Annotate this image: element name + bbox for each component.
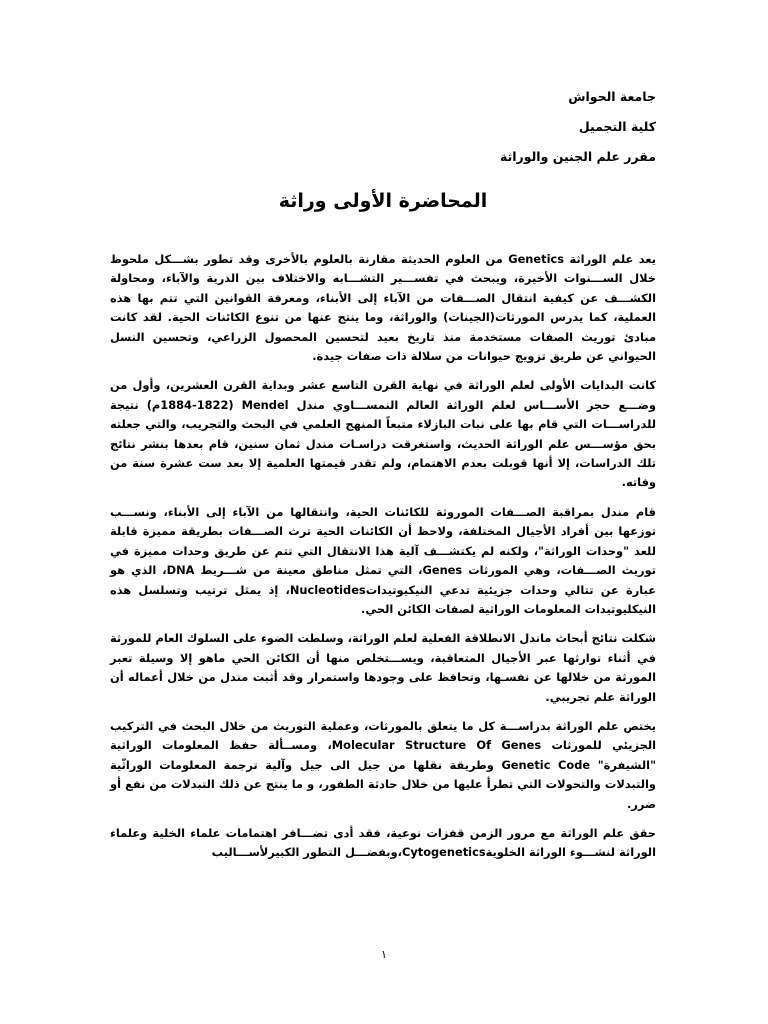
paragraph-intro: يعد علم الوراثة Genetics من العلوم الحديثة مقارنة بالعلوم بالأخرى وقد تطور بشـــكل ملحوظ خلال الســـنوات الأخيرة، ويبحث في تفســـير التشـــابه والاختلاف بين الذرية والآباء، ومحاولة الكشـــف عن كيفية انتقال الصـــفات من الآباء إلى الأبناء، ومعرفة القوانين التي تتم بها هذه العملية، كما يدرس المورثات(الجينات) والوراثة، وما ينتج عنها من تنوع الكائنات الحية. لقد كانت مبادئ توريث الصفات مستخدمة منذ تاريخ بعيد لتحسين المحصول الزراعي، وتحسين النسل الحيواني عن طريق تزويج حيوانات من سلالة ذات صفات جيدة. (110, 252, 657, 364)
paragraph-results: شكلت نتائج أبحاث ماندل الانطلاقة الفعلية لعلم الوراثة، وسلطت الضوء على السلوك العام للمورثة في أثناء توارثها عبر الأجيال المتعاقبة، ويســـتخلص منها أن الكائن الحي ماهو إلا وسيلة تعبر المورثة من خلالها عن نفسـها، وتحافظ على وجودها واستمرار وقد أثبت مندل من خلال أعماله أن الوراثة علم تجريبي. (110, 631, 656, 704)
college-name: كلية التجميل (578, 119, 656, 134)
paragraph-history: كانت البدايات الأولى لعلم الوراثة في نهاية القرن التاسع عشر وبداية القرن العشرين، وأول من وضـــع حجر الأســـاس لعلم الوراثة العالم النمســـاوي مندل Mendel (1884-1822م) نتيجة للدراســـات التي قام بها على نبات البازلاء متبعاً المنهج العلمي في البحث والتجريب، والتي جعلته بحق مؤســـس علم الوراثة الحديث، واستغرقت دراسـات مندل ثمان سنين، قام بعدها بنشر نتائج تلك الدراسات، إلا أنها قوبلت بعدم الاهتمام، ولم تقدر قيمتها العلمية إلا بعد ست عشرة سنة من وفاته. (110, 378, 656, 490)
course-name: مقرر علم الجنين والوراثة (500, 149, 656, 164)
paragraph-mendel: قام مندل بمراقبة الصـــفات الموروثة للكائنات الحية، وانتقالها من الآباء إلى الأبناء، ونســـب توزعها بين أفراد الأجيال المختلفة، ولاحظ أن الكائنات الحية ترث الصـــفات بطريقة مميزة قابلة للعد "وحدات الوراثة"، ولكنه لم يكتشـــف آلية هذا الانتقال التي تتم عن طريق وحدات مميزة في توريث الصـــفات، وهي المورثات Genes، التي تمثل مناطق معينة من شـــريط DNA، الذي هو عبارة عن تتالي وحدات جزيئية تدعي النيكيوتيداتNucleotides، إذ يمثل ترتيب وتسلسل هذه النيكليوتيدات المعلومات الوراثية لصفات الكائن الحي. (110, 504, 656, 616)
paragraph-scope: يختص علم الوراثة بدراســـة كل ما يتعلق بالمورثات، وعملية التوريث من خلال البحث في التركيب الجزيئي للمورثات Molecular Structure Of Genes، ومســألة حفظ المعلومات الوراثية "الشيفرة" Genetic Code وطريقة نقلها من جيل الى جيل وآلية ترجمة المعلومات الوراثّية والتبدلات والتحولات التي تطرأ عليها من خلال حادثة الطفور، و ما ينتج عن ذلك التبدلات من نفع أو ضرر. (110, 718, 657, 811)
paragraph-progress: حقق علم الوراثة مع مرور الزمن قفزات نوعية، فقد أدى تضـــافر اهتمامات علماء الخلية وعلماء الوراثة لنشـــوء الوراثة الخلويةCytogenetics،وبفضـــل التطور الكبيرلأســـاليب (110, 825, 656, 860)
lecture-title: المحاضرة الأولى وراثة (278, 190, 488, 212)
university-name: جامعة الحواش (568, 89, 656, 104)
page-number: ١ (381, 948, 387, 961)
